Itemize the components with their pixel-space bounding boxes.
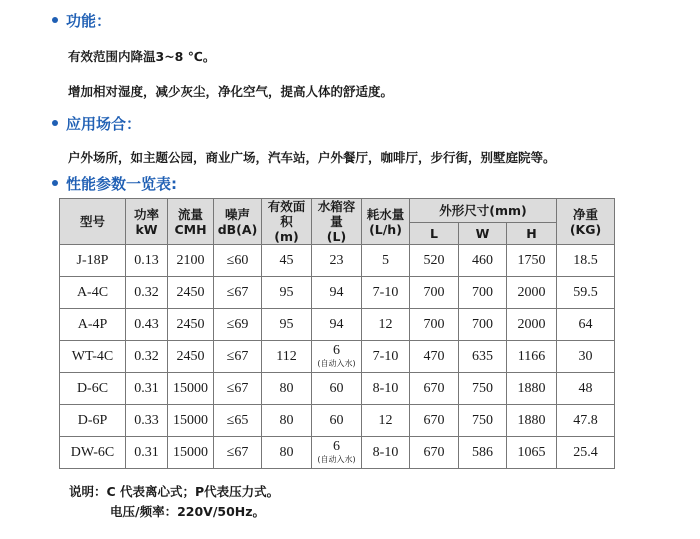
tank-value: 6 <box>333 342 340 358</box>
cell-model: D-6P <box>60 405 126 437</box>
cell-noise: ≤67 <box>214 341 262 373</box>
cell-water: 5 <box>362 245 410 277</box>
cell-h: 1065 <box>507 437 557 469</box>
cell-weight: 64 <box>557 309 615 341</box>
cell-h: 2000 <box>507 309 557 341</box>
header-model: 型号 <box>60 199 126 245</box>
cell-model: J-18P <box>60 245 126 277</box>
cell-power: 0.32 <box>126 341 168 373</box>
cell-noise: ≤67 <box>214 437 262 469</box>
cell-water: 12 <box>362 309 410 341</box>
tank-note: (自动入水) <box>317 454 356 464</box>
cell-power: 0.32 <box>126 277 168 309</box>
cell-w: 750 <box>459 405 507 437</box>
section-heading-application <box>52 112 141 134</box>
cell-noise: ≤67 <box>214 373 262 405</box>
note-type-legend: 说明：C 代表离心式；P代表压力式。 <box>69 484 280 499</box>
cell-l: 700 <box>410 277 459 309</box>
table-row <box>60 373 615 405</box>
cell-model: DW-6C <box>60 437 126 469</box>
cell-water: 8-10 <box>362 373 410 405</box>
header-dimensions: 外形尺寸(mm) <box>410 199 557 223</box>
tank-note: (自动入水) <box>317 358 356 368</box>
cell-h: 1166 <box>507 341 557 373</box>
header-water: 耗水量 (L/h) <box>362 199 410 245</box>
note-voltage: 电压/频率：220V/50Hz。 <box>110 504 266 519</box>
tank-value: 6 <box>333 438 340 454</box>
cell-flow: 15000 <box>168 437 214 469</box>
cell-w: 750 <box>459 373 507 405</box>
header-weight: 净重 (KG) <box>557 199 615 245</box>
function-extra-text: 增加相对湿度，减少灰尘，净化空气，提高人体的舒适度。 <box>68 84 394 99</box>
section-heading-specs <box>52 172 177 194</box>
table-row <box>60 437 615 469</box>
header-dim-w: W <box>459 222 507 244</box>
cell-power: 0.43 <box>126 309 168 341</box>
cell-model: D-6C <box>60 373 126 405</box>
cell-area: 95 <box>262 309 312 341</box>
bullet-dot-icon <box>52 180 58 186</box>
cell-l: 670 <box>410 437 459 469</box>
table-row <box>60 277 615 309</box>
section-heading-function <box>52 9 111 31</box>
table-row <box>60 405 615 437</box>
header-dim-h: H <box>507 222 557 244</box>
table-row <box>60 245 615 277</box>
application-text: 户外场所，如主题公园，商业广场，汽车站，户外餐厅，咖啡厅，步行街，别墅庭院等。 <box>68 150 556 165</box>
cell-tank: 60 <box>312 373 362 405</box>
cell-tank: 23 <box>312 245 362 277</box>
header-dim-l: L <box>410 222 459 244</box>
cell-w: 700 <box>459 309 507 341</box>
cell-weight: 59.5 <box>557 277 615 309</box>
bullet-dot-icon <box>52 17 58 23</box>
section-title-application: 应用场合： <box>66 114 142 133</box>
cell-l: 700 <box>410 309 459 341</box>
cell-weight: 25.4 <box>557 437 615 469</box>
cell-area: 45 <box>262 245 312 277</box>
cell-flow: 2450 <box>168 341 214 373</box>
section-title-function: 功能： <box>66 11 112 30</box>
cell-model: WT-4C <box>60 341 126 373</box>
cell-noise: ≤60 <box>214 245 262 277</box>
cell-water: 7-10 <box>362 341 410 373</box>
cell-h: 2000 <box>507 277 557 309</box>
spec-table-body <box>60 245 615 469</box>
cell-h: 1880 <box>507 405 557 437</box>
cell-w: 460 <box>459 245 507 277</box>
cell-w: 586 <box>459 437 507 469</box>
cell-model: A-4P <box>60 309 126 341</box>
cell-h: 1750 <box>507 245 557 277</box>
header-power: 功率 kW <box>126 199 168 245</box>
cell-weight: 48 <box>557 373 615 405</box>
cell-tank: 94 <box>312 309 362 341</box>
cell-tank: 94 <box>312 277 362 309</box>
table-row <box>60 309 615 341</box>
cell-area: 80 <box>262 405 312 437</box>
cell-model: A-4C <box>60 277 126 309</box>
cell-power: 0.33 <box>126 405 168 437</box>
spec-table <box>59 198 615 469</box>
header-flow: 流量 CMH <box>168 199 214 245</box>
cell-power: 0.31 <box>126 373 168 405</box>
cell-water: 12 <box>362 405 410 437</box>
cell-power: 0.31 <box>126 437 168 469</box>
cell-noise: ≤69 <box>214 309 262 341</box>
spec-table-header <box>60 199 615 245</box>
cell-area: 80 <box>262 373 312 405</box>
cell-water: 7-10 <box>362 277 410 309</box>
table-row <box>60 341 615 373</box>
cell-tank <box>312 341 362 373</box>
cell-power: 0.13 <box>126 245 168 277</box>
cell-area: 112 <box>262 341 312 373</box>
cell-l: 470 <box>410 341 459 373</box>
cell-tank <box>312 437 362 469</box>
cell-weight: 47.8 <box>557 405 615 437</box>
cell-l: 520 <box>410 245 459 277</box>
section-title-specs: 性能参数一览表: <box>66 174 177 193</box>
cell-flow: 15000 <box>168 373 214 405</box>
header-tank: 水箱容量 (L) <box>312 199 362 245</box>
cell-w: 635 <box>459 341 507 373</box>
cell-l: 670 <box>410 405 459 437</box>
cell-w: 700 <box>459 277 507 309</box>
cell-weight: 18.5 <box>557 245 615 277</box>
cell-weight: 30 <box>557 341 615 373</box>
cell-area: 80 <box>262 437 312 469</box>
cell-flow: 2450 <box>168 309 214 341</box>
cell-noise: ≤65 <box>214 405 262 437</box>
cell-h: 1880 <box>507 373 557 405</box>
cell-area: 95 <box>262 277 312 309</box>
header-area: 有效面积 (m) <box>262 199 312 245</box>
function-text: 有效范围内降温3~8 ℃。 <box>68 49 216 64</box>
cell-flow: 2450 <box>168 277 214 309</box>
cell-noise: ≤67 <box>214 277 262 309</box>
cell-tank: 60 <box>312 405 362 437</box>
cell-flow: 15000 <box>168 405 214 437</box>
header-noise: 噪声 dB(A) <box>214 199 262 245</box>
bullet-dot-icon <box>52 120 58 126</box>
cell-flow: 2100 <box>168 245 214 277</box>
cell-l: 670 <box>410 373 459 405</box>
cell-water: 8-10 <box>362 437 410 469</box>
